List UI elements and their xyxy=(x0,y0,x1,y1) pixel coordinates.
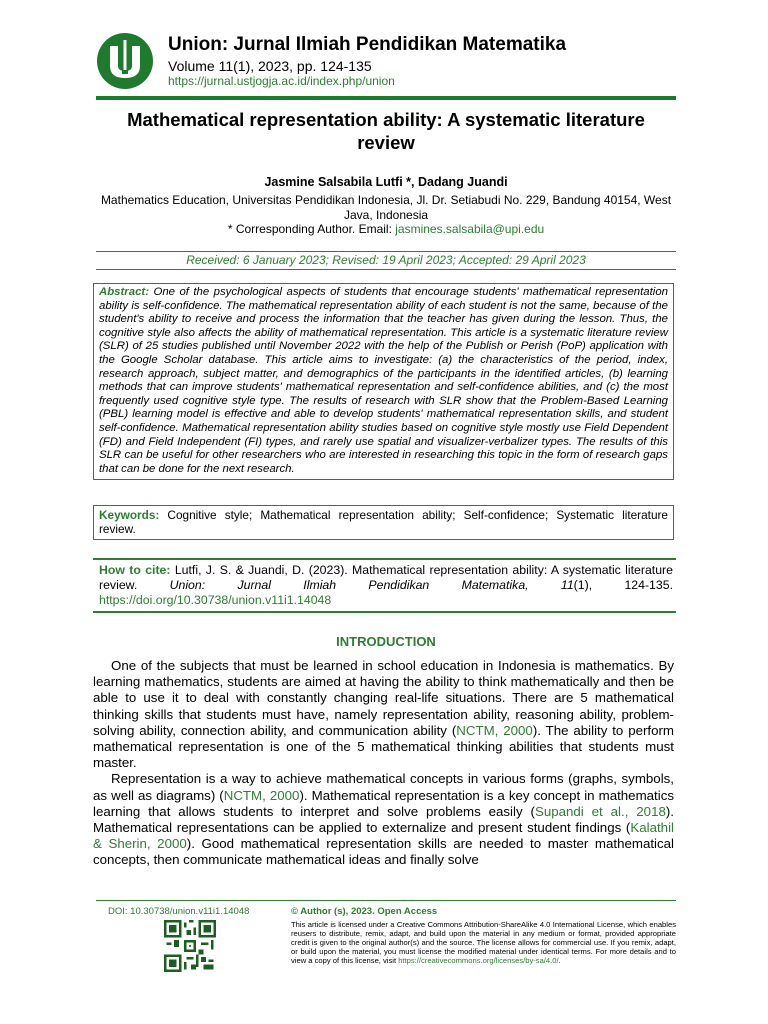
keywords-box xyxy=(93,505,674,540)
introduction-body xyxy=(93,658,674,869)
header-rule xyxy=(96,96,676,100)
ref-link-nctm[interactable]: NCTM, 2000 xyxy=(223,787,300,803)
journal-title: Union: Jurnal Ilmiah Pendidikan Matematika xyxy=(168,34,567,55)
qr-code-icon xyxy=(164,920,216,972)
corresponding-label: * Corresponding Author. Email: xyxy=(227,222,396,236)
article-dates: Received: 6 January 2023; Revised: 19 April 2023; Accepted: 29 April 2023 xyxy=(96,251,676,270)
abstract-box xyxy=(93,283,674,480)
authors: Jasmine Salsabila Lutfi *, Dadang Juandi xyxy=(264,175,508,189)
journal-header xyxy=(96,28,676,98)
footer-doi: DOI: 10.30738/union.v11i1.14048 xyxy=(108,906,250,917)
affiliation: Mathematics Education, Universitas Pendidikan Indonesia, Jl. Dr. Setiabudi No. 229, Bandung 40154, West Java, Indonesia xyxy=(100,193,672,222)
ref-link-nctm[interactable]: NCTM, 2000 xyxy=(456,722,533,738)
intro-p2-text-d: ). Good mathematical representation skills are needed to master mathematical concepts, then communicate mathematical ideas and finally solve xyxy=(93,836,674,868)
abstract-text: One of the psychological aspects of students that encourage students' mathematical representation ability is self-confidence. The mathematical representation ability of each student is not the same, because of the student's ability to receive and process the information that the teacher has given during the lesson. Thus, the cognitive style also affects the ability of mathematical representation. This article is a systematic literature review (SLR) of 25 studies published until November 2022 with the help of the Publish or Perish (PoP) application with the Google Scholar database. This article aims to investigate: (a) the characteristics of the period, index, research approach, subject matter, and demographics of the participants in the identified articles, (b) learning methods that can improve students' mathematical representation and self-confidence abilities, and (c) the most frequently used cognitive style type. The results of research with SLR show that the Problem-Based Learning (PBL) learning model is effective and able to develop students' mathematical representation skills, and student self-confidence. Mathematical representation ability studies based on cognitive style mostly use Field Dependent (FD) and Field Independent (FI) types, and rarely use spatial and visualizer-verbalizer types. The results of this SLR can be useful for other researchers who are interested in researching this topic in the form of research gaps that can be done for the next research. xyxy=(99,286,669,475)
footer-rule xyxy=(96,900,676,901)
journal-url-link[interactable]: https://jurnal.ustjogja.ac.id/index.php/union xyxy=(168,74,395,88)
ref-link-supandi[interactable]: Supandi et al., 2018 xyxy=(534,803,666,819)
keywords-label: Keywords: xyxy=(99,508,160,522)
intro-p2-text-c: ). Mathematical representations can be applied to externalize and present student findings ( xyxy=(93,803,674,836)
cite-issue-pages: (1), 124-135. xyxy=(573,578,673,592)
intro-paragraph-2 xyxy=(93,771,674,868)
cite-label: How to cite: xyxy=(99,563,171,577)
license-link[interactable]: https://creativecommons.org/licenses/by-sa/4.0/ xyxy=(398,956,559,966)
journal-logo-icon xyxy=(96,32,154,90)
intro-p2-text: Representation is a way to achieve mathematical concepts in various forms (graphs, symbols, as well as diagrams) ( xyxy=(93,771,674,803)
footer-license-text xyxy=(291,920,676,965)
intro-p1-text: One of the subjects that must be learned in school education in Indonesia is mathematics. By learning mathematics, students are aimed at having the ability to think mathematically and then be able to use it to deal with constantly changing real-life situations. There are 5 mathematical thinking skills that students must have, namely representation ability, reasoning ability, problem-solving ability, connection ability, and communication ability ( xyxy=(93,658,674,738)
paper-title: Mathematical representation ability: A systematic literature review xyxy=(127,109,645,153)
abstract-label: Abstract: xyxy=(99,286,150,298)
keywords-text: Cognitive style; Mathematical representation ability; Self-confidence; Systematic literature review. xyxy=(99,508,668,536)
cite-text: Lutfi, J. S. & Juandi, D. (2023). Mathematical representation ability: A systematic literature review. xyxy=(99,563,673,592)
corresponding-email-link[interactable]: jasmines.salsabila@upi.edu xyxy=(395,222,545,236)
cite-journal: Union: Jurnal Ilmiah Pendidikan Matematika, 11 xyxy=(169,578,574,592)
cite-doi-link[interactable]: https://doi.org/10.30738/union.v11i1.14048 xyxy=(99,593,332,607)
journal-volume: Volume 11(1), 2023, pp. 124-135 xyxy=(168,58,372,74)
license-text-end: . xyxy=(558,956,561,966)
how-to-cite-box xyxy=(93,558,676,613)
introduction-heading: INTRODUCTION xyxy=(336,634,436,649)
intro-paragraph-1 xyxy=(93,658,674,771)
corresponding-author xyxy=(96,222,676,236)
intro-p1-text-end: ). The ability to perform mathematical representation is one of the 5 mathematical thinking abilities that students must master. xyxy=(93,722,675,771)
footer-copyright: © Author (s), 2023. Open Access xyxy=(291,906,438,917)
license-text: This article is licensed under a Creative Commons Attribution-ShareAlike 4.0 International License, which enables reusers to distribute, remix, adapt, and build upon the material in any medium or format, provided appropriate credit is given to the original author(s) and the source. The license allows for commercial use. If you remix, adapt, or build upon the material, you must license the modified material under identical terms. For more details and to view a copy of this license, visit xyxy=(291,920,676,966)
intro-p2-text-b: ). Mathematical representation is a key concept in mathematics learning that allows students to interpret and solve problems easily ( xyxy=(93,787,674,819)
ref-link-kalathil[interactable]: Kalathil & Sherin, 2000 xyxy=(93,820,674,852)
